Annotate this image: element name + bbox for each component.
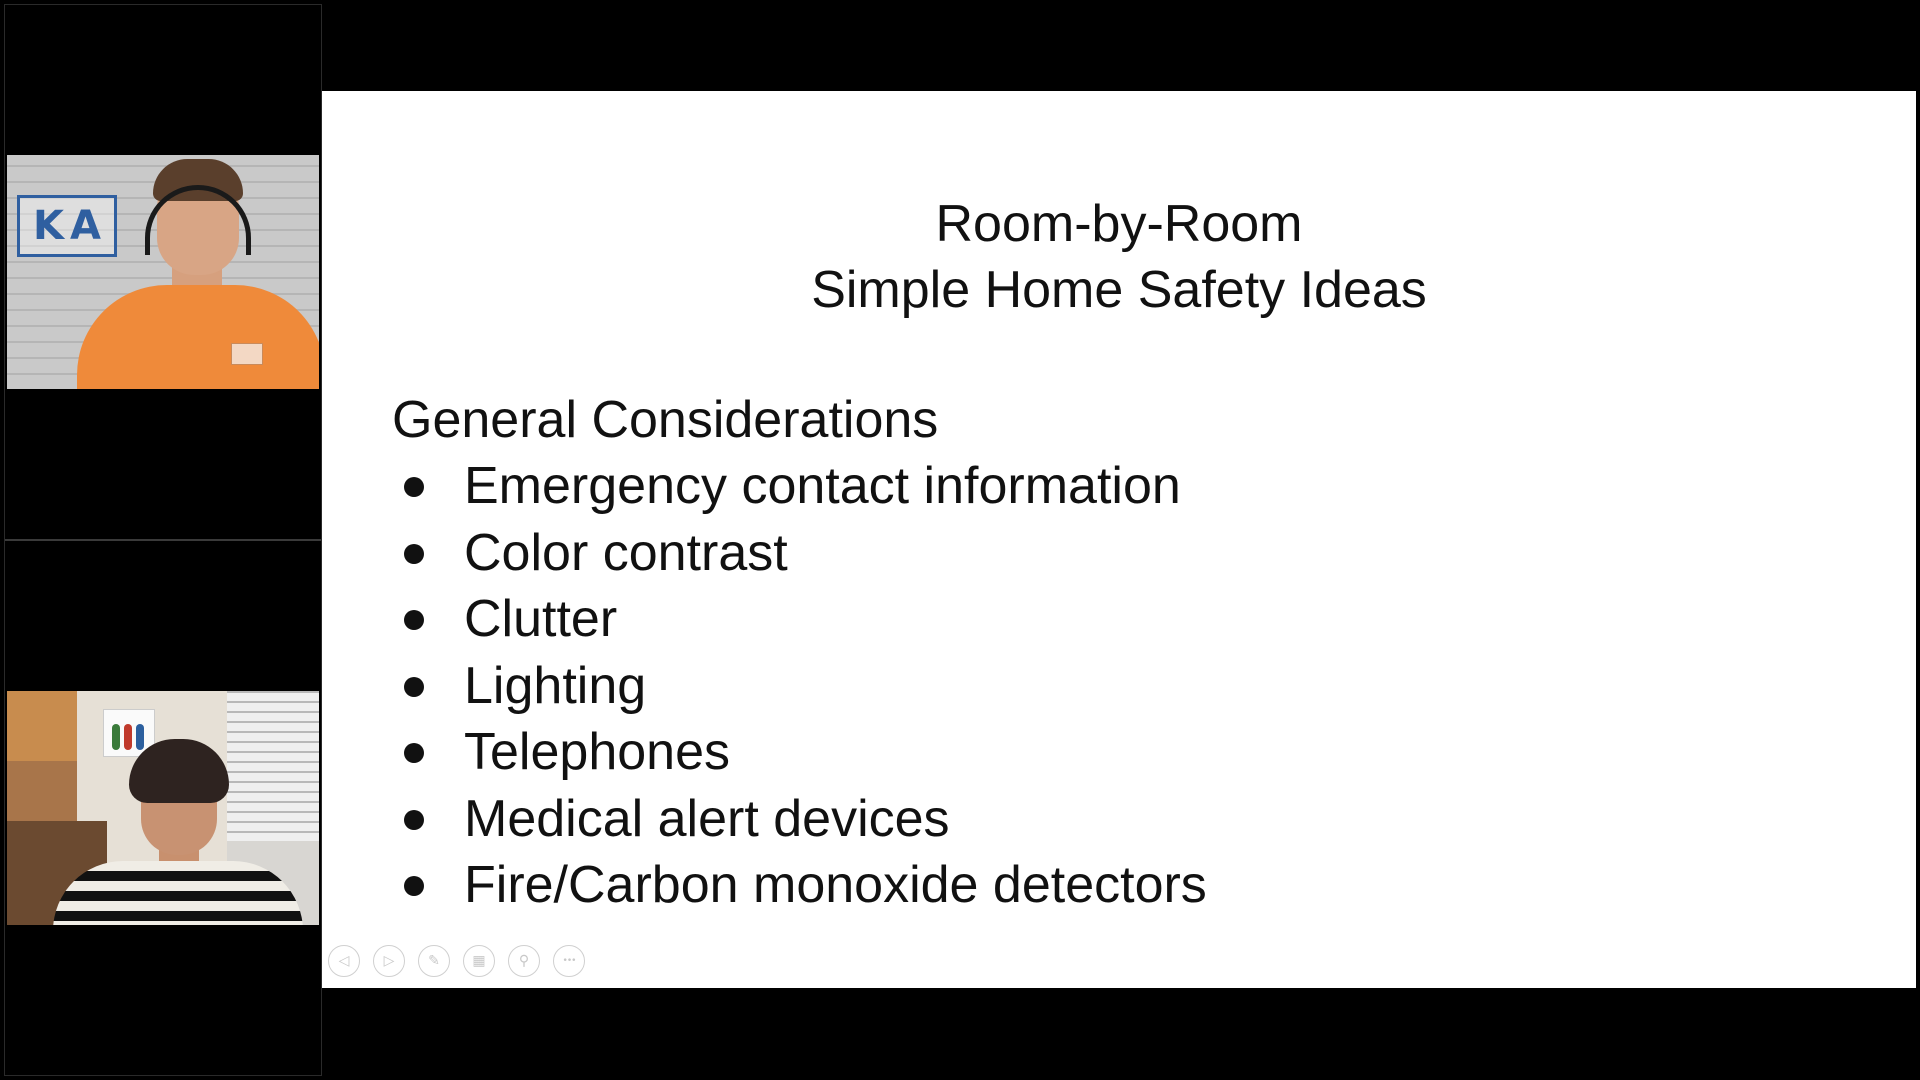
shirt-logo [231,343,263,365]
bullet-icon [404,743,424,763]
window-blinds [227,691,319,841]
bullet-text: Color contrast [464,523,788,582]
bullet-text: Telephones [464,723,730,781]
bullet-icon [404,810,424,830]
bullet-text: Lighting [464,656,647,715]
ka-logo [17,195,117,257]
bullet-text: Medical alert devices [464,789,950,848]
art-bird-2 [124,724,132,750]
bullet-icon [404,876,424,896]
more-options-icon[interactable]: ••• [553,945,585,977]
participant-video-2[interactable] [7,691,319,925]
section-heading: General Considerations [392,391,939,449]
logo-letter-a: A [70,203,101,249]
bullet-icon [404,610,424,630]
bullet-text: Emergency contact information [464,457,1181,515]
bullet-icon [404,477,424,497]
speaker-striped-top [53,861,303,925]
bullet-text: Fire/Carbon monoxide detectors [464,856,1207,914]
bullet-icon [404,677,424,697]
slide-controls [328,945,585,977]
zoom-icon[interactable]: ⚲ [508,945,540,977]
art-bird-3 [136,724,144,750]
logo-letter-k: K [33,203,65,249]
participant-video-1[interactable] [7,155,319,389]
slide-title-line-1: Room-by-Room [935,195,1303,253]
previous-slide-icon[interactable]: ◁ [328,945,360,977]
slides-grid-icon[interactable]: ▦ [463,945,495,977]
participant-panel [4,4,322,1076]
tile-divider [5,539,321,541]
bullet-text: Clutter [464,590,618,648]
kitchen-cabinet [7,691,77,761]
slide-title-line-2: Simple Home Safety Ideas [811,261,1427,319]
pen-icon[interactable]: ✎ [418,945,450,977]
art-bird-1 [112,724,120,750]
next-slide-icon[interactable]: ▷ [373,945,405,977]
bullet-icon [404,544,424,564]
presentation-slide [322,91,1916,988]
slide-title [322,191,1916,323]
